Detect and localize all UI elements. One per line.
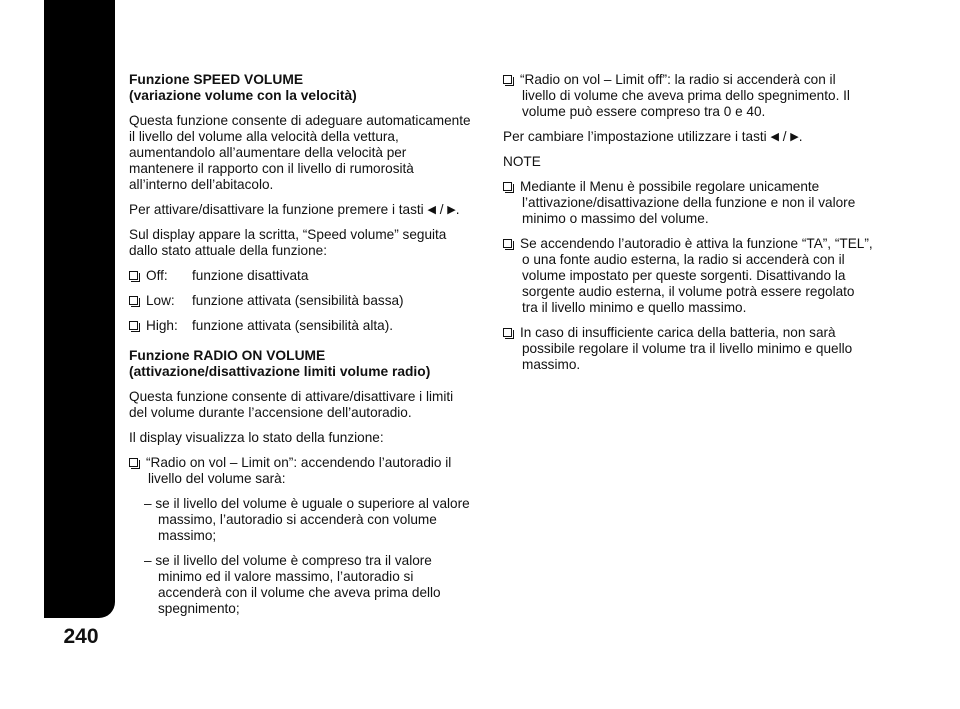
option-text: funzione attivata (sensibilità bassa) [192,293,404,308]
checkbox-bullet-icon [129,321,138,330]
heading-radio-on-volume [129,348,474,380]
list-item-text: “Radio on vol – Limit off”: la radio si accenderà con il livello di volume che aveva prima dello spegnimento. Il volume può essere compreso tra 0 e 40. [520,72,850,119]
heading-subtitle: (attivazione/disattivazione limiti volume radio) [129,364,431,379]
heading-prefix: Funzione [129,348,194,363]
page-number: 240 [63,625,99,648]
heading-prefix: Funzione [129,72,194,87]
list-item [129,293,474,309]
note-text: In caso di insufficiente carica della batteria, non sarà possibile regolare il volume tra il livello minimo e quello massimo. [520,325,853,372]
note-item [503,325,873,373]
sub-list-item: – se il livello del volume è uguale o superiore al valore massimo, l’autoradio si accenderà con volume massimo; [144,496,470,543]
heading-keyword: RADIO ON VOLUME [193,348,326,363]
checkbox-bullet-icon [129,458,138,467]
paragraph-keys [503,129,873,145]
option-key: High: [146,318,178,333]
note-title: NOTE [503,154,541,169]
right-arrow-icon: ▶ [447,204,456,216]
list-item [503,72,873,120]
sidebar-tab [44,0,130,618]
note-item [503,236,873,316]
paragraph: Sul display appare la scritta, “Speed volume” seguita dallo stato attuale della funzione: [129,227,447,258]
paragraph: Questa funzione consente di adeguare automaticamente il livello del volume alla velocità della vettura, aumentandolo all’aumentare della velocità per mantenere il rapporto con il livello di rumorosità all’interno dell’abitacolo. [129,113,471,192]
heading-subtitle: (variazione volume con la velocità) [129,88,357,103]
sub-list-item: – se il livello del volume è compreso tra il valore minimo ed il valore massimo, l’autoradio si accenderà con il volume che aveva prima dello spegnimento; [144,553,441,616]
note-item [503,179,873,227]
option-key: Off: [146,268,168,283]
checkbox-bullet-icon [129,271,138,280]
checkbox-bullet-icon [129,296,138,305]
note-text: Se accendendo l’autoradio è attiva la funzione “TA”, “TEL”, o una fonte audio esterna, la radio si accenderà con il volume impostato per queste sorgenti. Disattivando la sorgente audio esterna, il volume potrà essere regolato tra il livello minimo e quello massimo. [520,236,873,315]
sentence-end: . [798,129,803,144]
note-text: Mediante il Menu è possibile regolare unicamente l’attivazione/disattivazione della funzione e non il valore minimo o massimo del volume. [520,179,856,226]
list-item [129,268,474,284]
option-text: funzione attivata (sensibilità alta). [192,318,393,333]
left-arrow-icon: ◀ [427,204,436,216]
option-text: funzione disattivata [192,268,309,283]
paragraph-keys [129,202,474,218]
paragraph: Il display visualizza lo stato della funzione: [129,430,384,445]
checkbox-bullet-icon [503,328,512,337]
paragraph: Questa funzione consente di attivare/disattivare i limiti del volume durante l’accensione dell’autoradio. [129,389,454,420]
option-key: Low: [146,293,175,308]
key-separator: / [778,129,791,144]
paragraph-text: Per cambiare l’impostazione utilizzare i tasti [503,129,771,144]
right-arrow-icon: ▶ [790,131,799,143]
list-item [129,455,474,487]
heading-keyword: SPEED VOLUME [193,72,304,87]
heading-speed-volume [129,72,474,104]
right-column [503,72,873,382]
checkbox-bullet-icon [503,182,512,191]
list-item-text: “Radio on vol – Limit on”: accendendo l’autoradio il livello del volume sarà: [146,455,452,486]
paragraph-text: Per attivare/disattivare la funzione premere i tasti [129,202,428,217]
left-arrow-icon: ◀ [770,131,779,143]
checkbox-bullet-icon [503,239,512,248]
list-item [129,318,474,334]
key-separator: / [435,202,448,217]
sidebar-section-label: AUTORADIO [118,310,130,380]
checkbox-bullet-icon [503,75,512,84]
sentence-end: . [455,202,460,217]
left-column [129,72,474,626]
